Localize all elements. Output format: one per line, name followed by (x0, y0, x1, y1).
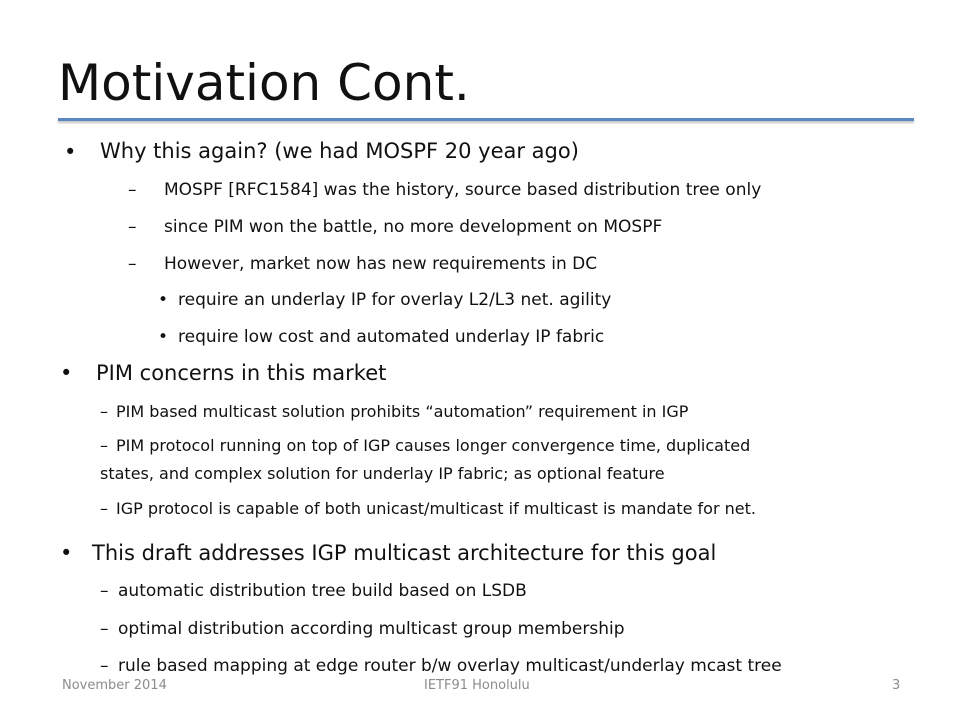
slide-title: Motivation Cont. (58, 54, 470, 112)
dash-icon: – (128, 217, 137, 237)
dash-icon: – (100, 581, 109, 601)
footer-event: IETF91 Honolulu (424, 678, 530, 693)
bullet-icon: • (158, 290, 169, 310)
section-3-heading: This draft addresses IGP multicast architecture for this goal (92, 541, 717, 565)
dash-icon: – (100, 499, 108, 518)
section-1-heading: Why this again? (we had MOSPF 20 year ago) (100, 139, 579, 163)
section-2-item-continuation: states, and complex solution for underlay IP fabric; as optional feature (100, 464, 665, 483)
section-2-item: IGP protocol is capable of both unicast/multicast if multicast is mandate for net. (116, 499, 756, 518)
section-3-item: automatic distribution tree build based on LSDB (118, 581, 527, 601)
section-2-item: PIM protocol running on top of IGP causes longer convergence time, duplicated (116, 436, 751, 455)
dash-icon: – (100, 619, 109, 639)
section-1-item: since PIM won the battle, no more development on MOSPF (164, 217, 663, 237)
title-underline (58, 118, 914, 121)
section-1-subitem: require low cost and automated underlay IP fabric (178, 327, 605, 347)
footer-date: November 2014 (62, 678, 167, 693)
dash-icon: – (128, 180, 137, 200)
section-2-heading: PIM concerns in this market (96, 361, 387, 385)
section-3-item: optimal distribution according multicast group membership (118, 619, 625, 639)
dash-icon: – (128, 254, 137, 274)
dash-icon: – (100, 436, 108, 455)
bullet-icon: • (64, 140, 77, 164)
section-1-item: MOSPF [RFC1584] was the history, source based distribution tree only (164, 180, 762, 200)
section-3-item: rule based mapping at edge router b/w overlay multicast/underlay mcast tree (118, 656, 782, 676)
dash-icon: – (100, 402, 108, 421)
dash-icon: – (100, 656, 109, 676)
footer-page-number: 3 (892, 678, 901, 693)
section-2-item: PIM based multicast solution prohibits “automation” requirement in IGP (116, 402, 689, 421)
bullet-icon: • (158, 327, 169, 347)
section-1-item: However, market now has new requirements in DC (164, 254, 598, 274)
bullet-icon: • (60, 541, 73, 565)
section-1-subitem: require an underlay IP for overlay L2/L3 net. agility (178, 290, 612, 310)
bullet-icon: • (60, 361, 73, 385)
